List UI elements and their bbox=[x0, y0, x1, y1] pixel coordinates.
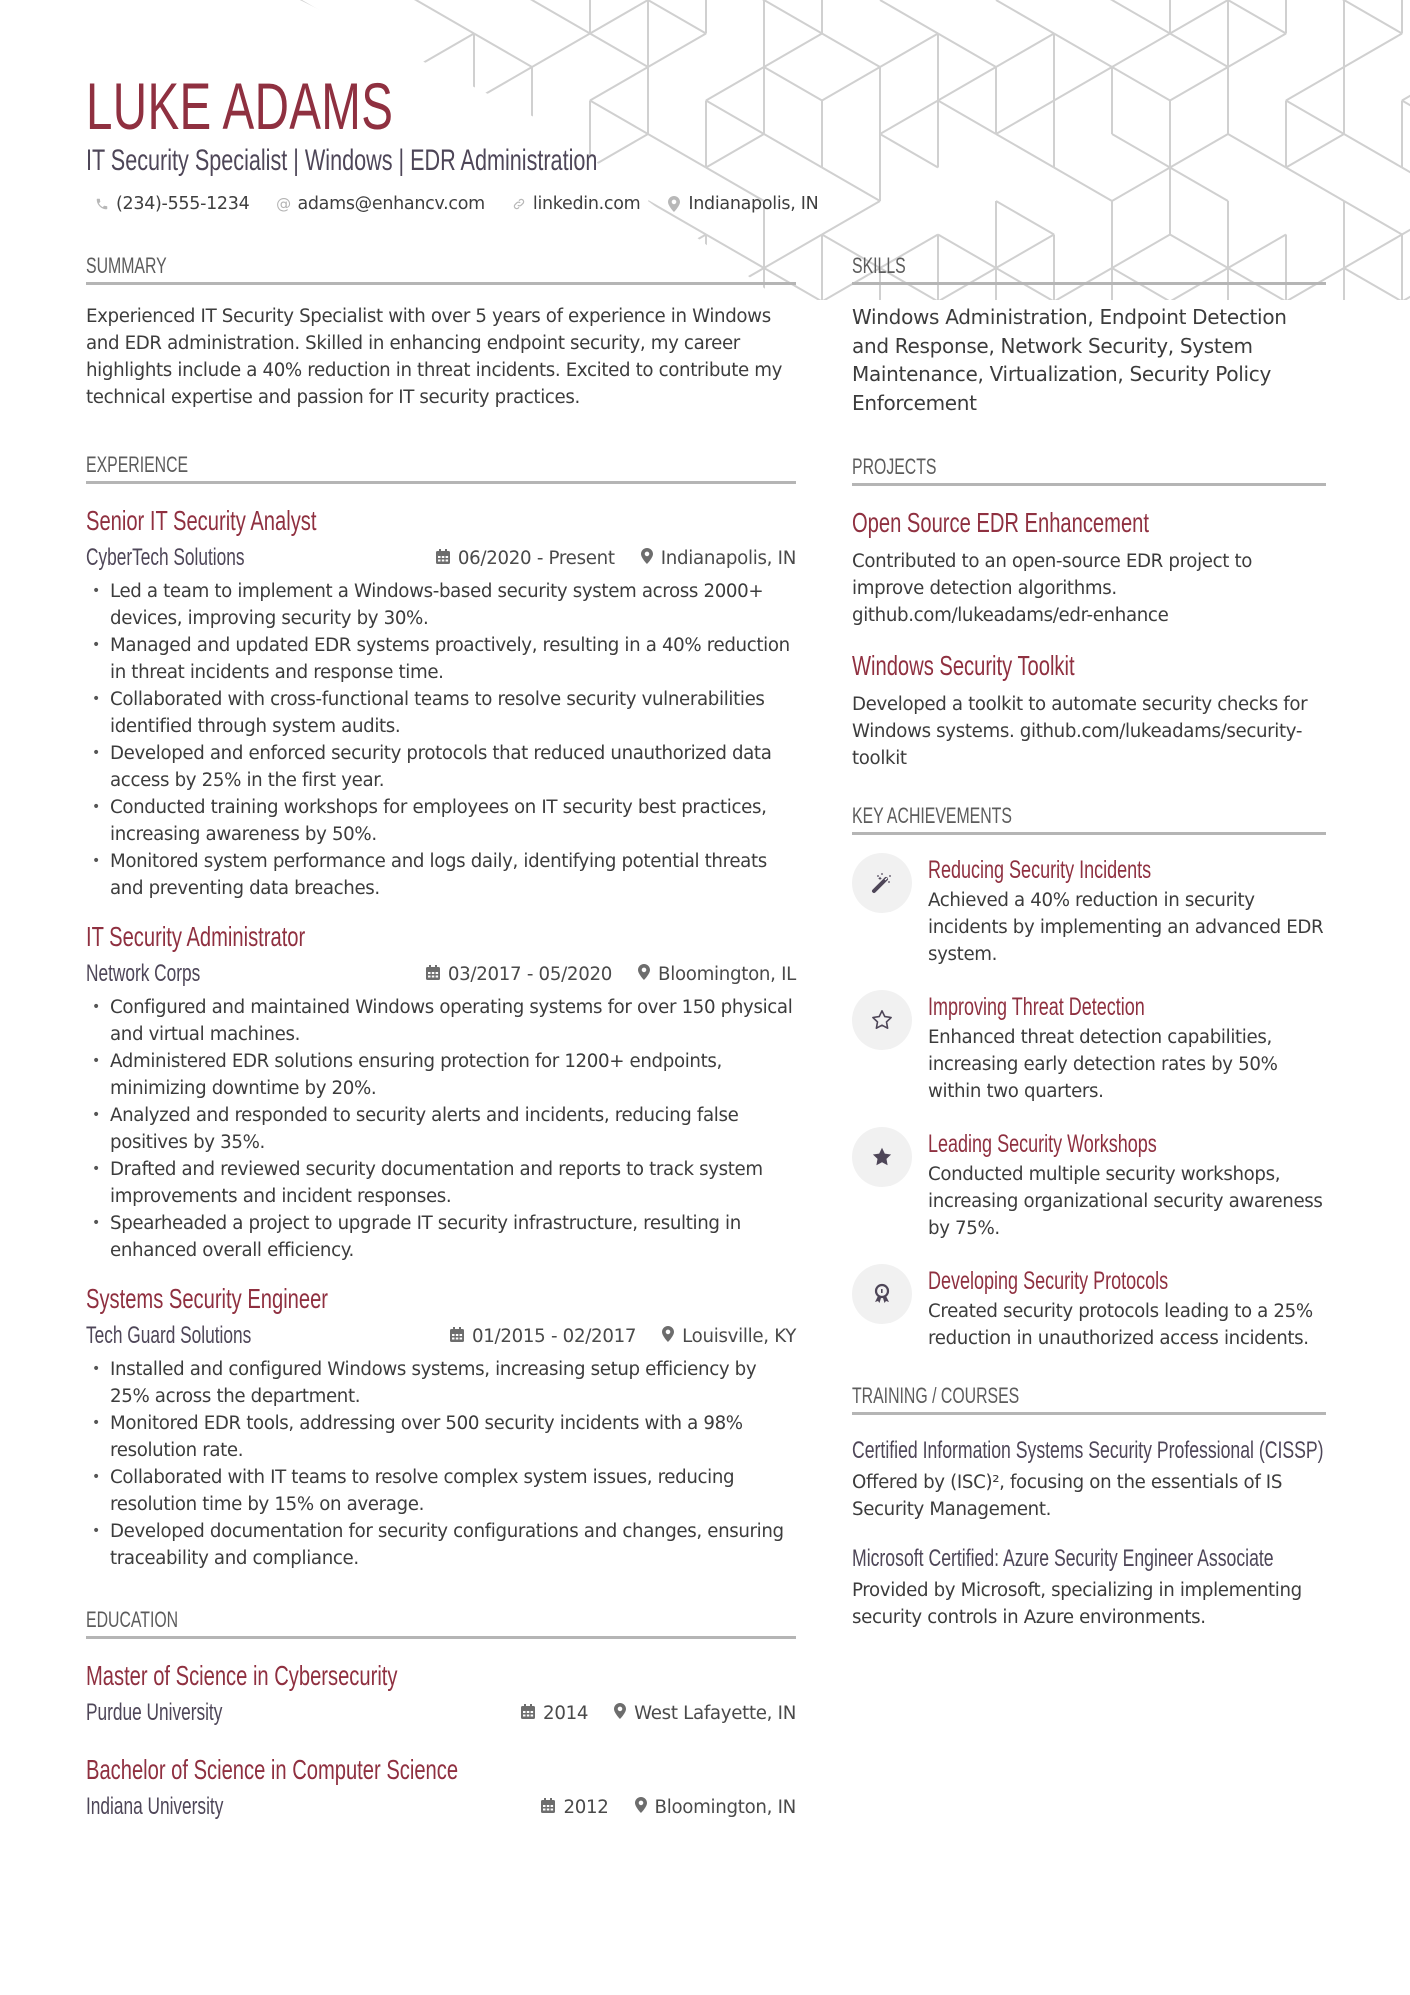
resume-header bbox=[86, 70, 1326, 214]
project-entry bbox=[852, 504, 1326, 629]
bullet-item: • Developed documentation for security configurations and changes, ensuring traceability and compliance. bbox=[86, 1518, 796, 1572]
course-description: Provided by Microsoft, specializing in implementing security controls in Azure environments. bbox=[852, 1580, 1302, 1628]
section-divider bbox=[86, 1636, 796, 1639]
link-icon bbox=[511, 197, 527, 211]
candidate-name: LUKE ADAMS bbox=[86, 69, 394, 143]
at-icon: @ bbox=[276, 195, 291, 213]
achievement-entry bbox=[852, 853, 1326, 968]
bullet-item: • Collaborated with IT teams to resolve complex system issues, reducing resolution time by 15% on average. bbox=[86, 1464, 796, 1518]
job-title: Systems Security Engineer bbox=[86, 1283, 329, 1314]
education-entry bbox=[86, 1751, 796, 1825]
calendar-icon bbox=[521, 1704, 535, 1723]
section-title-skills: SKILLS bbox=[852, 253, 906, 278]
school-name: Purdue University bbox=[86, 1699, 223, 1726]
achievement-title: Reducing Security Incidents bbox=[928, 856, 1152, 884]
achievement-title: Developing Security Protocols bbox=[928, 1267, 1169, 1295]
job-title: IT Security Administrator bbox=[86, 921, 306, 952]
job-bullets bbox=[86, 1356, 796, 1572]
job-location: Bloomington, IL bbox=[638, 964, 796, 985]
experience-entry bbox=[86, 502, 796, 902]
project-title: Open Source EDR Enhancement bbox=[852, 507, 1149, 538]
bullet-item: • Collaborated with cross-functional teams to resolve security vulnerabilities identified through system audits. bbox=[86, 686, 796, 740]
achievement-description: Conducted multiple security workshops, increasing organizational security awareness by 75%. bbox=[928, 1164, 1323, 1239]
left-column bbox=[86, 252, 796, 1865]
section-title-education: EDUCATION bbox=[86, 1607, 179, 1632]
course-title: Microsoft Certified: Azure Security Engineer Associate bbox=[852, 1545, 1274, 1572]
bullet-item: • Monitored EDR tools, addressing over 500 security incidents with a 98% resolution rate. bbox=[86, 1410, 796, 1464]
section-divider bbox=[86, 481, 796, 484]
job-dates: 01/2015 - 02/2017 bbox=[450, 1326, 636, 1347]
job-bullets bbox=[86, 994, 796, 1264]
bullet-item: • Installed and configured Windows systems, increasing setup efficiency by 25% across the department. bbox=[86, 1356, 796, 1410]
projects-section bbox=[852, 453, 1326, 772]
contact-phone[interactable]: (234)-555-1234 bbox=[94, 194, 249, 214]
project-entry bbox=[852, 647, 1326, 772]
company-name: CyberTech Solutions bbox=[86, 544, 245, 571]
summary-text: Experienced IT Security Specialist with over 5 years of experience in Windows and EDR administration. Skilled in enhancing endpoint security, my career highlights include a 40% reduction in threat incidents. Excited to contribute my technical expertise and passion for IT security practices. bbox=[86, 306, 783, 408]
company-name: Tech Guard Solutions bbox=[86, 1322, 252, 1349]
job-bullets bbox=[86, 578, 796, 902]
achievement-title: Improving Threat Detection bbox=[928, 993, 1145, 1021]
calendar-icon bbox=[450, 1327, 464, 1346]
job-title: Senior IT Security Analyst bbox=[86, 505, 317, 536]
calendar-icon bbox=[426, 965, 440, 984]
job-dates: 03/2017 - 05/2020 bbox=[426, 964, 612, 985]
location-icon bbox=[666, 196, 682, 212]
location-icon bbox=[641, 548, 653, 568]
job-location: Louisville, KY bbox=[662, 1326, 796, 1347]
star-filled-icon bbox=[852, 1127, 912, 1187]
calendar-icon bbox=[541, 1798, 555, 1817]
contact-location: Indianapolis, IN bbox=[666, 194, 818, 214]
section-divider bbox=[86, 282, 796, 285]
experience-entry bbox=[86, 918, 796, 1264]
achievement-entry bbox=[852, 1127, 1326, 1242]
experience-section bbox=[86, 451, 796, 1572]
skills-list: Windows Administration, Endpoint Detection and Response, Network Security, System Maintenance, Virtualization, Security Policy Enforcement bbox=[852, 305, 1287, 415]
bullet-item: • Developed and enforced security protocols that reduced unauthorized data access by 25% in the first year. bbox=[86, 740, 796, 794]
achievement-title: Leading Security Workshops bbox=[928, 1130, 1157, 1158]
education-year: 2014 bbox=[521, 1703, 588, 1724]
bullet-item: • Managed and updated EDR systems proactively, resulting in a 40% reduction in threat incidents and response time. bbox=[86, 632, 796, 686]
calendar-icon bbox=[436, 549, 450, 568]
project-description: Contributed to an open-source EDR project to improve detection algorithms. github.com/lukeadams/edr-enhance bbox=[852, 551, 1253, 626]
job-location: Indianapolis, IN bbox=[641, 548, 796, 569]
bullet-item: • Conducted training workshops for employees on IT security best practices, increasing awareness by 50%. bbox=[86, 794, 796, 848]
magic-wand-icon bbox=[852, 853, 912, 913]
education-location: West Lafayette, IN bbox=[614, 1703, 796, 1724]
company-name: Network Corps bbox=[86, 960, 201, 987]
bullet-item: • Led a team to implement a Windows-based security system across 2000+ devices, improving security by 30%. bbox=[86, 578, 796, 632]
course-entry bbox=[852, 1541, 1326, 1631]
achievement-description: Enhanced threat detection capabilities, increasing early detection rates by 50% within two quarters. bbox=[928, 1027, 1278, 1102]
location-icon bbox=[662, 1326, 674, 1346]
education-year: 2012 bbox=[541, 1797, 608, 1818]
achievement-entry bbox=[852, 1264, 1326, 1352]
section-divider bbox=[852, 282, 1326, 285]
section-divider bbox=[852, 483, 1326, 486]
bullet-item: • Administered EDR solutions ensuring protection for 1200+ endpoints, minimizing downtime by 20%. bbox=[86, 1048, 796, 1102]
section-title-achievements: KEY ACHIEVEMENTS bbox=[852, 803, 1012, 828]
training-section bbox=[852, 1382, 1326, 1631]
section-title-summary: SUMMARY bbox=[86, 253, 167, 278]
course-description: Offered by (ISC)², focusing on the essentials of IS Security Management. bbox=[852, 1472, 1283, 1520]
location-icon bbox=[614, 1703, 626, 1723]
bullet-item: • Configured and maintained Windows operating systems for over 150 physical and virtual machines. bbox=[86, 994, 796, 1048]
education-entry bbox=[86, 1657, 796, 1731]
section-title-experience: EXPERIENCE bbox=[86, 452, 189, 477]
skills-section bbox=[852, 252, 1326, 417]
candidate-subtitle: IT Security Specialist | Windows | EDR Administration bbox=[86, 144, 598, 177]
contact-linkedin[interactable]: linkedin.com bbox=[511, 194, 641, 214]
bullet-item: • Drafted and reviewed security documentation and reports to track system improvements and incident responses. bbox=[86, 1156, 796, 1210]
right-column bbox=[852, 252, 1326, 1671]
course-entry bbox=[852, 1433, 1326, 1523]
section-title-training: TRAINING / COURSES bbox=[852, 1383, 1020, 1408]
project-title: Windows Security Toolkit bbox=[852, 650, 1075, 681]
contact-email[interactable]: @ adams@enhancv.com bbox=[276, 194, 485, 214]
summary-section bbox=[86, 252, 796, 411]
degree-title: Bachelor of Science in Computer Science bbox=[86, 1754, 459, 1785]
achievement-description: Created security protocols leading to a 25% reduction in unauthorized access incidents. bbox=[928, 1301, 1313, 1349]
school-name: Indiana University bbox=[86, 1793, 224, 1820]
education-location: Bloomington, IN bbox=[635, 1797, 796, 1818]
bullet-item: • Spearheaded a project to upgrade IT security infrastructure, resulting in enhanced overall efficiency. bbox=[86, 1210, 796, 1264]
phone-icon bbox=[94, 197, 110, 211]
bullet-item: • Monitored system performance and logs daily, identifying potential threats and preventing data breaches. bbox=[86, 848, 796, 902]
location-icon bbox=[638, 964, 650, 984]
experience-entry bbox=[86, 1280, 796, 1572]
education-section bbox=[86, 1606, 796, 1825]
course-title: Certified Information Systems Security Professional (CISSP) bbox=[852, 1437, 1324, 1464]
section-divider bbox=[852, 1412, 1326, 1415]
bullet-item: • Analyzed and responded to security alerts and incidents, reducing false positives by 35%. bbox=[86, 1102, 796, 1156]
location-icon bbox=[635, 1797, 647, 1817]
achievement-description: Achieved a 40% reduction in security incidents by implementing an advanced EDR system. bbox=[928, 890, 1324, 965]
contact-list bbox=[86, 194, 1326, 214]
project-description: Developed a toolkit to automate security checks for Windows systems. github.com/lukeadams/security-toolkit bbox=[852, 694, 1308, 769]
award-medal-icon bbox=[852, 1264, 912, 1324]
section-divider bbox=[852, 832, 1326, 835]
degree-title: Master of Science in Cybersecurity bbox=[86, 1660, 398, 1691]
star-outline-icon bbox=[852, 990, 912, 1050]
section-title-projects: PROJECTS bbox=[852, 454, 937, 479]
achievements-section bbox=[852, 802, 1326, 1352]
job-dates: 06/2020 - Present bbox=[436, 548, 615, 569]
achievement-entry bbox=[852, 990, 1326, 1105]
